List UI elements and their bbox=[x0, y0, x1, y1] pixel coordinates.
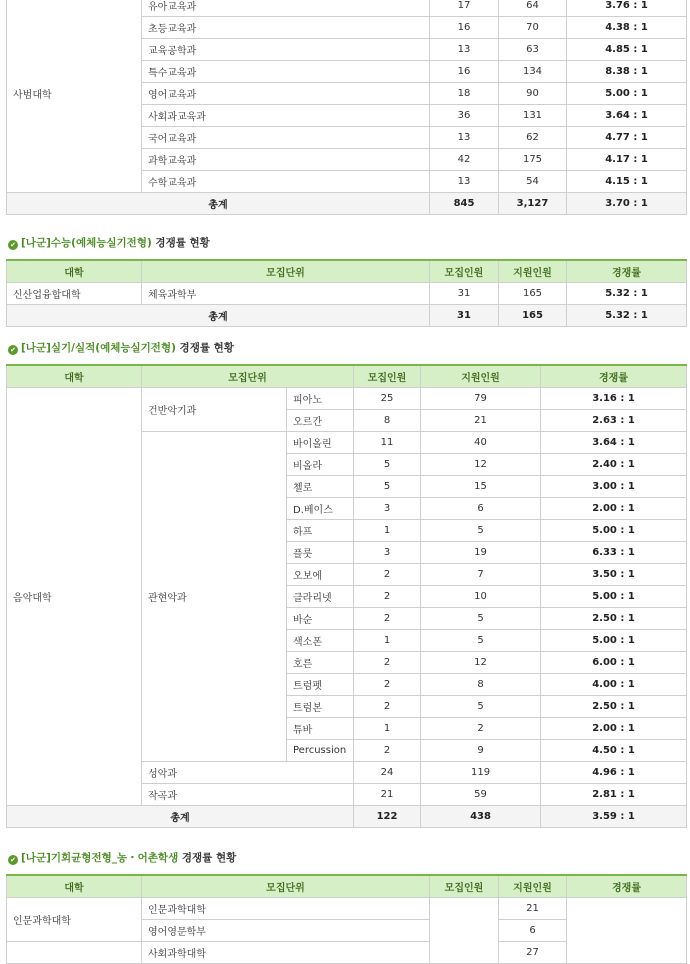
applicants-cell: 15 bbox=[421, 475, 541, 497]
section-title-prefix: [나군]수능(예체능실기전형) bbox=[21, 237, 152, 249]
quota-cell: 2 bbox=[354, 673, 421, 695]
quota-cell: 5 bbox=[354, 453, 421, 475]
header-quota: 모집인원 bbox=[354, 365, 421, 387]
applicants-cell: 119 bbox=[421, 761, 541, 783]
section-title-rural bbox=[8, 850, 236, 866]
ratio-cell: 6.00 : 1 bbox=[541, 651, 687, 673]
ratio-cell: 3.00 : 1 bbox=[541, 475, 687, 497]
ratio-cell: 3.16 : 1 bbox=[541, 387, 687, 409]
total-applicants: 3,127 bbox=[499, 193, 567, 215]
ratio-cell: 5.32 : 1 bbox=[567, 282, 687, 304]
section-title-suffix: 경쟁률 현황 bbox=[175, 342, 234, 354]
ratio-cell: 5.00 : 1 bbox=[541, 519, 687, 541]
unit-cell: 바순 bbox=[287, 607, 354, 629]
total-ratio: 3.70 : 1 bbox=[567, 193, 687, 215]
unit-cell: 인문과학대학 bbox=[142, 897, 430, 919]
applicants-cell: 90 bbox=[499, 83, 567, 105]
quota-cell: 1 bbox=[354, 717, 421, 739]
ratio-cell: 2.50 : 1 bbox=[541, 695, 687, 717]
unit-cell: 오보에 bbox=[287, 563, 354, 585]
quota-cell: 8 bbox=[354, 409, 421, 431]
section-title-suffix: 경쟁률 현황 bbox=[151, 237, 210, 249]
applicants-cell: 5 bbox=[421, 519, 541, 541]
unit-cell: 하프 bbox=[287, 519, 354, 541]
applicants-cell: 6 bbox=[499, 919, 567, 941]
table-row bbox=[7, 282, 687, 304]
applicants-cell: 40 bbox=[421, 431, 541, 453]
quota-cell: 18 bbox=[430, 83, 499, 105]
unit-cell: 교육공학과 bbox=[142, 39, 430, 61]
unit-cell: 사회과학대학 bbox=[142, 941, 430, 963]
ratio-cell: 4.50 : 1 bbox=[541, 739, 687, 761]
quota-cell: 1 bbox=[354, 629, 421, 651]
quota-cell: 36 bbox=[430, 105, 499, 127]
quota-cell: 5 bbox=[354, 475, 421, 497]
unit-cell: 초등교육과 bbox=[142, 17, 430, 39]
college-cell: 인문과학대학 bbox=[7, 897, 142, 941]
quota-cell: 2 bbox=[354, 651, 421, 673]
ratio-cell: 4.17 : 1 bbox=[567, 149, 687, 171]
quota-cell bbox=[430, 897, 499, 963]
dept-cell: 성악과 bbox=[142, 761, 354, 783]
header-ratio: 경쟁률 bbox=[541, 365, 687, 387]
dept-orchestra: 관현악과 bbox=[142, 431, 287, 761]
quota-cell: 2 bbox=[354, 739, 421, 761]
unit-cell: 영어영문학부 bbox=[142, 919, 430, 941]
check-circle-icon: ✔ bbox=[8, 345, 18, 355]
quota-cell: 2 bbox=[354, 607, 421, 629]
unit-cell: 체육과학부 bbox=[142, 282, 430, 304]
applicants-cell: 19 bbox=[421, 541, 541, 563]
unit-cell: 호른 bbox=[287, 651, 354, 673]
ratio-cell: 3.50 : 1 bbox=[541, 563, 687, 585]
college-cell: 사범대학 bbox=[7, 0, 142, 193]
header-applicants: 지원인원 bbox=[421, 365, 541, 387]
applicants-cell: 8 bbox=[421, 673, 541, 695]
table-row bbox=[7, 387, 687, 409]
unit-cell: 유아교육과 bbox=[142, 0, 430, 17]
quota-cell: 31 bbox=[430, 282, 499, 304]
applicants-cell: 27 bbox=[499, 941, 567, 963]
unit-cell: 국어교육과 bbox=[142, 127, 430, 149]
check-circle-icon: ✔ bbox=[8, 855, 18, 865]
header-college: 대학 bbox=[7, 260, 142, 282]
header-ratio: 경쟁률 bbox=[567, 260, 687, 282]
college-cell bbox=[7, 941, 142, 963]
applicants-cell: 7 bbox=[421, 563, 541, 585]
header-applicants: 지원인원 bbox=[499, 875, 567, 897]
ratio-cell: 3.76 : 1 bbox=[567, 0, 687, 17]
applicants-cell: 5 bbox=[421, 607, 541, 629]
ratio-cell: 3.64 : 1 bbox=[567, 105, 687, 127]
ratio-cell: 5.00 : 1 bbox=[541, 629, 687, 651]
ratio-cell: 8.38 : 1 bbox=[567, 61, 687, 83]
total-row bbox=[7, 193, 687, 215]
quota-cell: 13 bbox=[430, 127, 499, 149]
applicants-cell: 21 bbox=[421, 409, 541, 431]
ratio-cell: 4.77 : 1 bbox=[567, 127, 687, 149]
header-quota: 모집인원 bbox=[430, 260, 499, 282]
header-college: 대학 bbox=[7, 365, 142, 387]
table-education-college bbox=[6, 0, 686, 215]
quota-cell: 17 bbox=[430, 0, 499, 17]
college-cell: 신산업융합대학 bbox=[7, 282, 142, 304]
ratio-cell: 6.33 : 1 bbox=[541, 541, 687, 563]
table-row bbox=[7, 0, 687, 17]
applicants-cell: 6 bbox=[421, 497, 541, 519]
quota-cell: 16 bbox=[430, 61, 499, 83]
applicants-cell: 5 bbox=[421, 629, 541, 651]
total-row bbox=[7, 304, 687, 326]
table-row bbox=[7, 897, 687, 919]
quota-cell: 2 bbox=[354, 585, 421, 607]
unit-cell: 트럼본 bbox=[287, 695, 354, 717]
header-college: 대학 bbox=[7, 875, 142, 897]
applicants-cell: 5 bbox=[421, 695, 541, 717]
applicants-cell: 62 bbox=[499, 127, 567, 149]
unit-cell: 영어교육과 bbox=[142, 83, 430, 105]
unit-cell: 색소폰 bbox=[287, 629, 354, 651]
header-applicants: 지원인원 bbox=[499, 260, 567, 282]
ratio-cell: 4.85 : 1 bbox=[567, 39, 687, 61]
applicants-cell: 175 bbox=[499, 149, 567, 171]
header-ratio: 경쟁률 bbox=[567, 875, 687, 897]
applicants-cell: 70 bbox=[499, 17, 567, 39]
quota-cell: 13 bbox=[430, 171, 499, 193]
total-row bbox=[7, 805, 687, 827]
section-title-suneung bbox=[8, 235, 210, 251]
table-rural bbox=[6, 874, 686, 964]
applicants-cell: 2 bbox=[421, 717, 541, 739]
total-applicants: 438 bbox=[421, 805, 541, 827]
ratio-cell: 2.63 : 1 bbox=[541, 409, 687, 431]
ratio-cell: 4.15 : 1 bbox=[567, 171, 687, 193]
unit-cell: 바이올린 bbox=[287, 431, 354, 453]
unit-cell: Percussion bbox=[287, 739, 354, 761]
unit-cell: 특수교육과 bbox=[142, 61, 430, 83]
dept-keyboard: 건반악기과 bbox=[142, 387, 287, 431]
applicants-cell: 10 bbox=[421, 585, 541, 607]
applicants-cell: 134 bbox=[499, 61, 567, 83]
header-unit: 모집단위 bbox=[142, 365, 354, 387]
unit-cell: D.베이스 bbox=[287, 497, 354, 519]
quota-cell: 11 bbox=[354, 431, 421, 453]
section-title-prefix: [나군]기회균형전형_농・어촌학생 bbox=[21, 852, 179, 864]
applicants-cell: 54 bbox=[499, 171, 567, 193]
header-unit: 모집단위 bbox=[142, 260, 430, 282]
ratio-cell: 3.64 : 1 bbox=[541, 431, 687, 453]
unit-cell: 튜바 bbox=[287, 717, 354, 739]
quota-cell: 2 bbox=[354, 563, 421, 585]
check-circle-icon: ✔ bbox=[8, 240, 18, 250]
applicants-cell: 12 bbox=[421, 651, 541, 673]
unit-cell: 수학교육과 bbox=[142, 171, 430, 193]
header-unit: 모집단위 bbox=[142, 875, 430, 897]
total-label: 총계 bbox=[7, 193, 430, 215]
total-ratio: 5.32 : 1 bbox=[567, 304, 687, 326]
applicants-cell: 63 bbox=[499, 39, 567, 61]
quota-cell: 16 bbox=[430, 17, 499, 39]
unit-cell: 첼로 bbox=[287, 475, 354, 497]
quota-cell: 24 bbox=[354, 761, 421, 783]
quota-cell: 13 bbox=[430, 39, 499, 61]
ratio-cell: 4.38 : 1 bbox=[567, 17, 687, 39]
unit-cell: 플룻 bbox=[287, 541, 354, 563]
applicants-cell: 21 bbox=[499, 897, 567, 919]
unit-cell: 사회과교육과 bbox=[142, 105, 430, 127]
applicants-cell: 12 bbox=[421, 453, 541, 475]
unit-cell: 트럼펫 bbox=[287, 673, 354, 695]
ratio-cell bbox=[567, 897, 687, 963]
applicants-cell: 59 bbox=[421, 783, 541, 805]
college-cell: 음악대학 bbox=[7, 387, 142, 805]
header-quota: 모집인원 bbox=[430, 875, 499, 897]
quota-cell: 1 bbox=[354, 519, 421, 541]
ratio-cell: 2.81 : 1 bbox=[541, 783, 687, 805]
ratio-cell: 5.00 : 1 bbox=[541, 585, 687, 607]
section-title-prefix: [나군]실기/실적(예체능실기전형) bbox=[21, 342, 176, 354]
quota-cell: 3 bbox=[354, 541, 421, 563]
applicants-cell: 64 bbox=[499, 0, 567, 17]
unit-cell: 과학교육과 bbox=[142, 149, 430, 171]
unit-cell: 피아노 bbox=[287, 387, 354, 409]
table-practical bbox=[6, 364, 686, 828]
quota-cell: 25 bbox=[354, 387, 421, 409]
ratio-cell: 4.00 : 1 bbox=[541, 673, 687, 695]
quota-cell: 2 bbox=[354, 695, 421, 717]
ratio-cell: 5.00 : 1 bbox=[567, 83, 687, 105]
quota-cell: 3 bbox=[354, 497, 421, 519]
applicants-cell: 165 bbox=[499, 282, 567, 304]
total-ratio: 3.59 : 1 bbox=[541, 805, 687, 827]
total-label: 총계 bbox=[7, 304, 430, 326]
section-title-suffix: 경쟁률 현황 bbox=[178, 852, 237, 864]
ratio-cell: 2.00 : 1 bbox=[541, 717, 687, 739]
unit-cell: 오르간 bbox=[287, 409, 354, 431]
total-quota: 122 bbox=[354, 805, 421, 827]
total-quota: 31 bbox=[430, 304, 499, 326]
total-applicants: 165 bbox=[499, 304, 567, 326]
section-title-practical bbox=[8, 340, 234, 356]
unit-cell: 비올라 bbox=[287, 453, 354, 475]
ratio-cell: 4.96 : 1 bbox=[541, 761, 687, 783]
quota-cell: 42 bbox=[430, 149, 499, 171]
ratio-cell: 2.50 : 1 bbox=[541, 607, 687, 629]
unit-cell: 클라리넷 bbox=[287, 585, 354, 607]
quota-cell: 21 bbox=[354, 783, 421, 805]
total-label: 총계 bbox=[7, 805, 354, 827]
applicants-cell: 79 bbox=[421, 387, 541, 409]
dept-cell: 작곡과 bbox=[142, 783, 354, 805]
total-quota: 845 bbox=[430, 193, 499, 215]
table-suneung bbox=[6, 259, 686, 327]
ratio-cell: 2.40 : 1 bbox=[541, 453, 687, 475]
ratio-cell: 2.00 : 1 bbox=[541, 497, 687, 519]
applicants-cell: 9 bbox=[421, 739, 541, 761]
applicants-cell: 131 bbox=[499, 105, 567, 127]
